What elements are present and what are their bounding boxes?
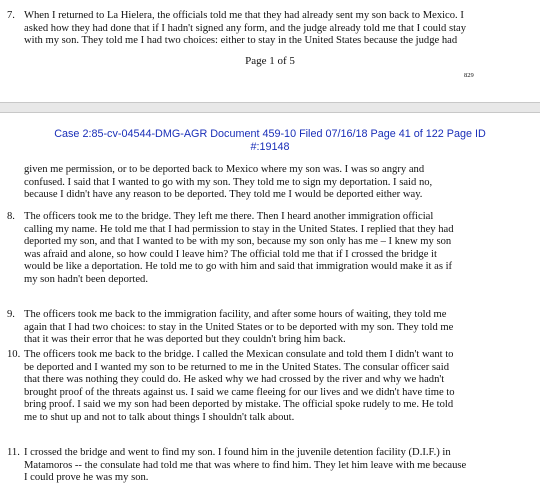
text-line: When I returned to La Hielera, the officials told me that they had already sent my son back to Mexico. I: [24, 10, 464, 21]
text-line: brought proof of the threats against us. I said we came fleeing for our lives and we didn't have time to: [24, 386, 455, 398]
paragraph-body: [24, 10, 466, 48]
text-line: bring proof. I said we my son had been deported by mistake. The official spoke rudely to me. He told: [24, 399, 454, 411]
paragraph-body: [24, 309, 453, 347]
text-line: my son hadn't been deported.: [24, 273, 149, 285]
text-line: that there was nothing they could do. He asked why we had crossed by the river and why we hadn't: [24, 374, 445, 386]
text-line: I crossed the bridge and went to find my son. I found him in the juvenile detention facility (D.I.F.) in: [24, 447, 451, 458]
text-line: that it was their error that he was deported but they couldn't bring him back.: [24, 334, 346, 346]
page-number: Page 1 of 5: [245, 55, 295, 67]
text-line: confused. I said that I wanted to go with my son. They told me to sign my deportation. I said no,: [24, 176, 433, 188]
text-line: me to shut up and not to talk about things I shouldn't talk about.: [24, 411, 295, 423]
page-separator: [0, 102, 540, 113]
text-line: deported my son, and that I wanted to be with my son, because my son only has me – I knew my son: [24, 236, 452, 248]
case-header: [0, 128, 540, 154]
text-line: with my son. They told me I had two choices: either to stay in the United States because the judge had: [24, 35, 458, 47]
case-header-line: Case 2:85-cv-04544-DMG-AGR Document 459-10 Filed 07/16/18 Page 41 of 122 Page ID: [54, 128, 486, 140]
case-header-line: #:19148: [250, 141, 290, 153]
text-line: because I didn't have any reason to be deported. They told me I would be deported either way.: [24, 189, 423, 201]
text-line: The officers took me to the bridge. They left me there. Then I heard another immigration official: [24, 211, 434, 222]
paragraph-number: 9.: [7, 309, 15, 320]
paragraph-body: [24, 211, 454, 287]
text-line: again that I had two choices: to stay in the United States or to be deported with my son. They told me: [24, 321, 454, 333]
text-line: be deported and I wanted my son to be returned to me in the United States. The consular officer said: [24, 361, 450, 373]
continuation-paragraph: [24, 164, 432, 202]
paragraph-number: 10.: [7, 349, 21, 360]
text-line: given me permission, or to be deported back to Mexico where my son was. I was so angry and: [24, 164, 425, 175]
text-line: The officers took me back to the bridge. I called the Mexican consulate and told them I didn't want to: [24, 349, 454, 360]
bates-number: 829: [464, 72, 474, 79]
text-line: calling my name. He told me that I had permission to stay in the United States. I replied that they had: [24, 223, 454, 235]
previous-page-fragment: [0, 0, 540, 102]
text-line: The officers took me back to the immigration facility, and after some hours of waiting, they told me: [24, 309, 447, 320]
text-line: I could prove he was my son.: [24, 472, 149, 484]
paragraph-number: 7.: [7, 10, 15, 21]
text-line: would be like a deportation. He told me to go with him and said that immigration would make it as if: [24, 261, 453, 273]
paragraph-body: [24, 447, 466, 485]
paragraph-number: 11.: [7, 447, 20, 458]
text-line: was afraid and alone, so how could I leave him? The official told me that if I crossed the bridge it: [24, 248, 437, 260]
paragraph-number: 8.: [7, 211, 15, 222]
paragraph-body: [24, 349, 455, 425]
text-line: asked how they had done that if I hadn't signed any form, and the judge already told me that I could stay: [24, 22, 467, 34]
text-line: Matamoros -- the consulate had told me that was where to find him. They let him leave with me because: [24, 459, 467, 471]
